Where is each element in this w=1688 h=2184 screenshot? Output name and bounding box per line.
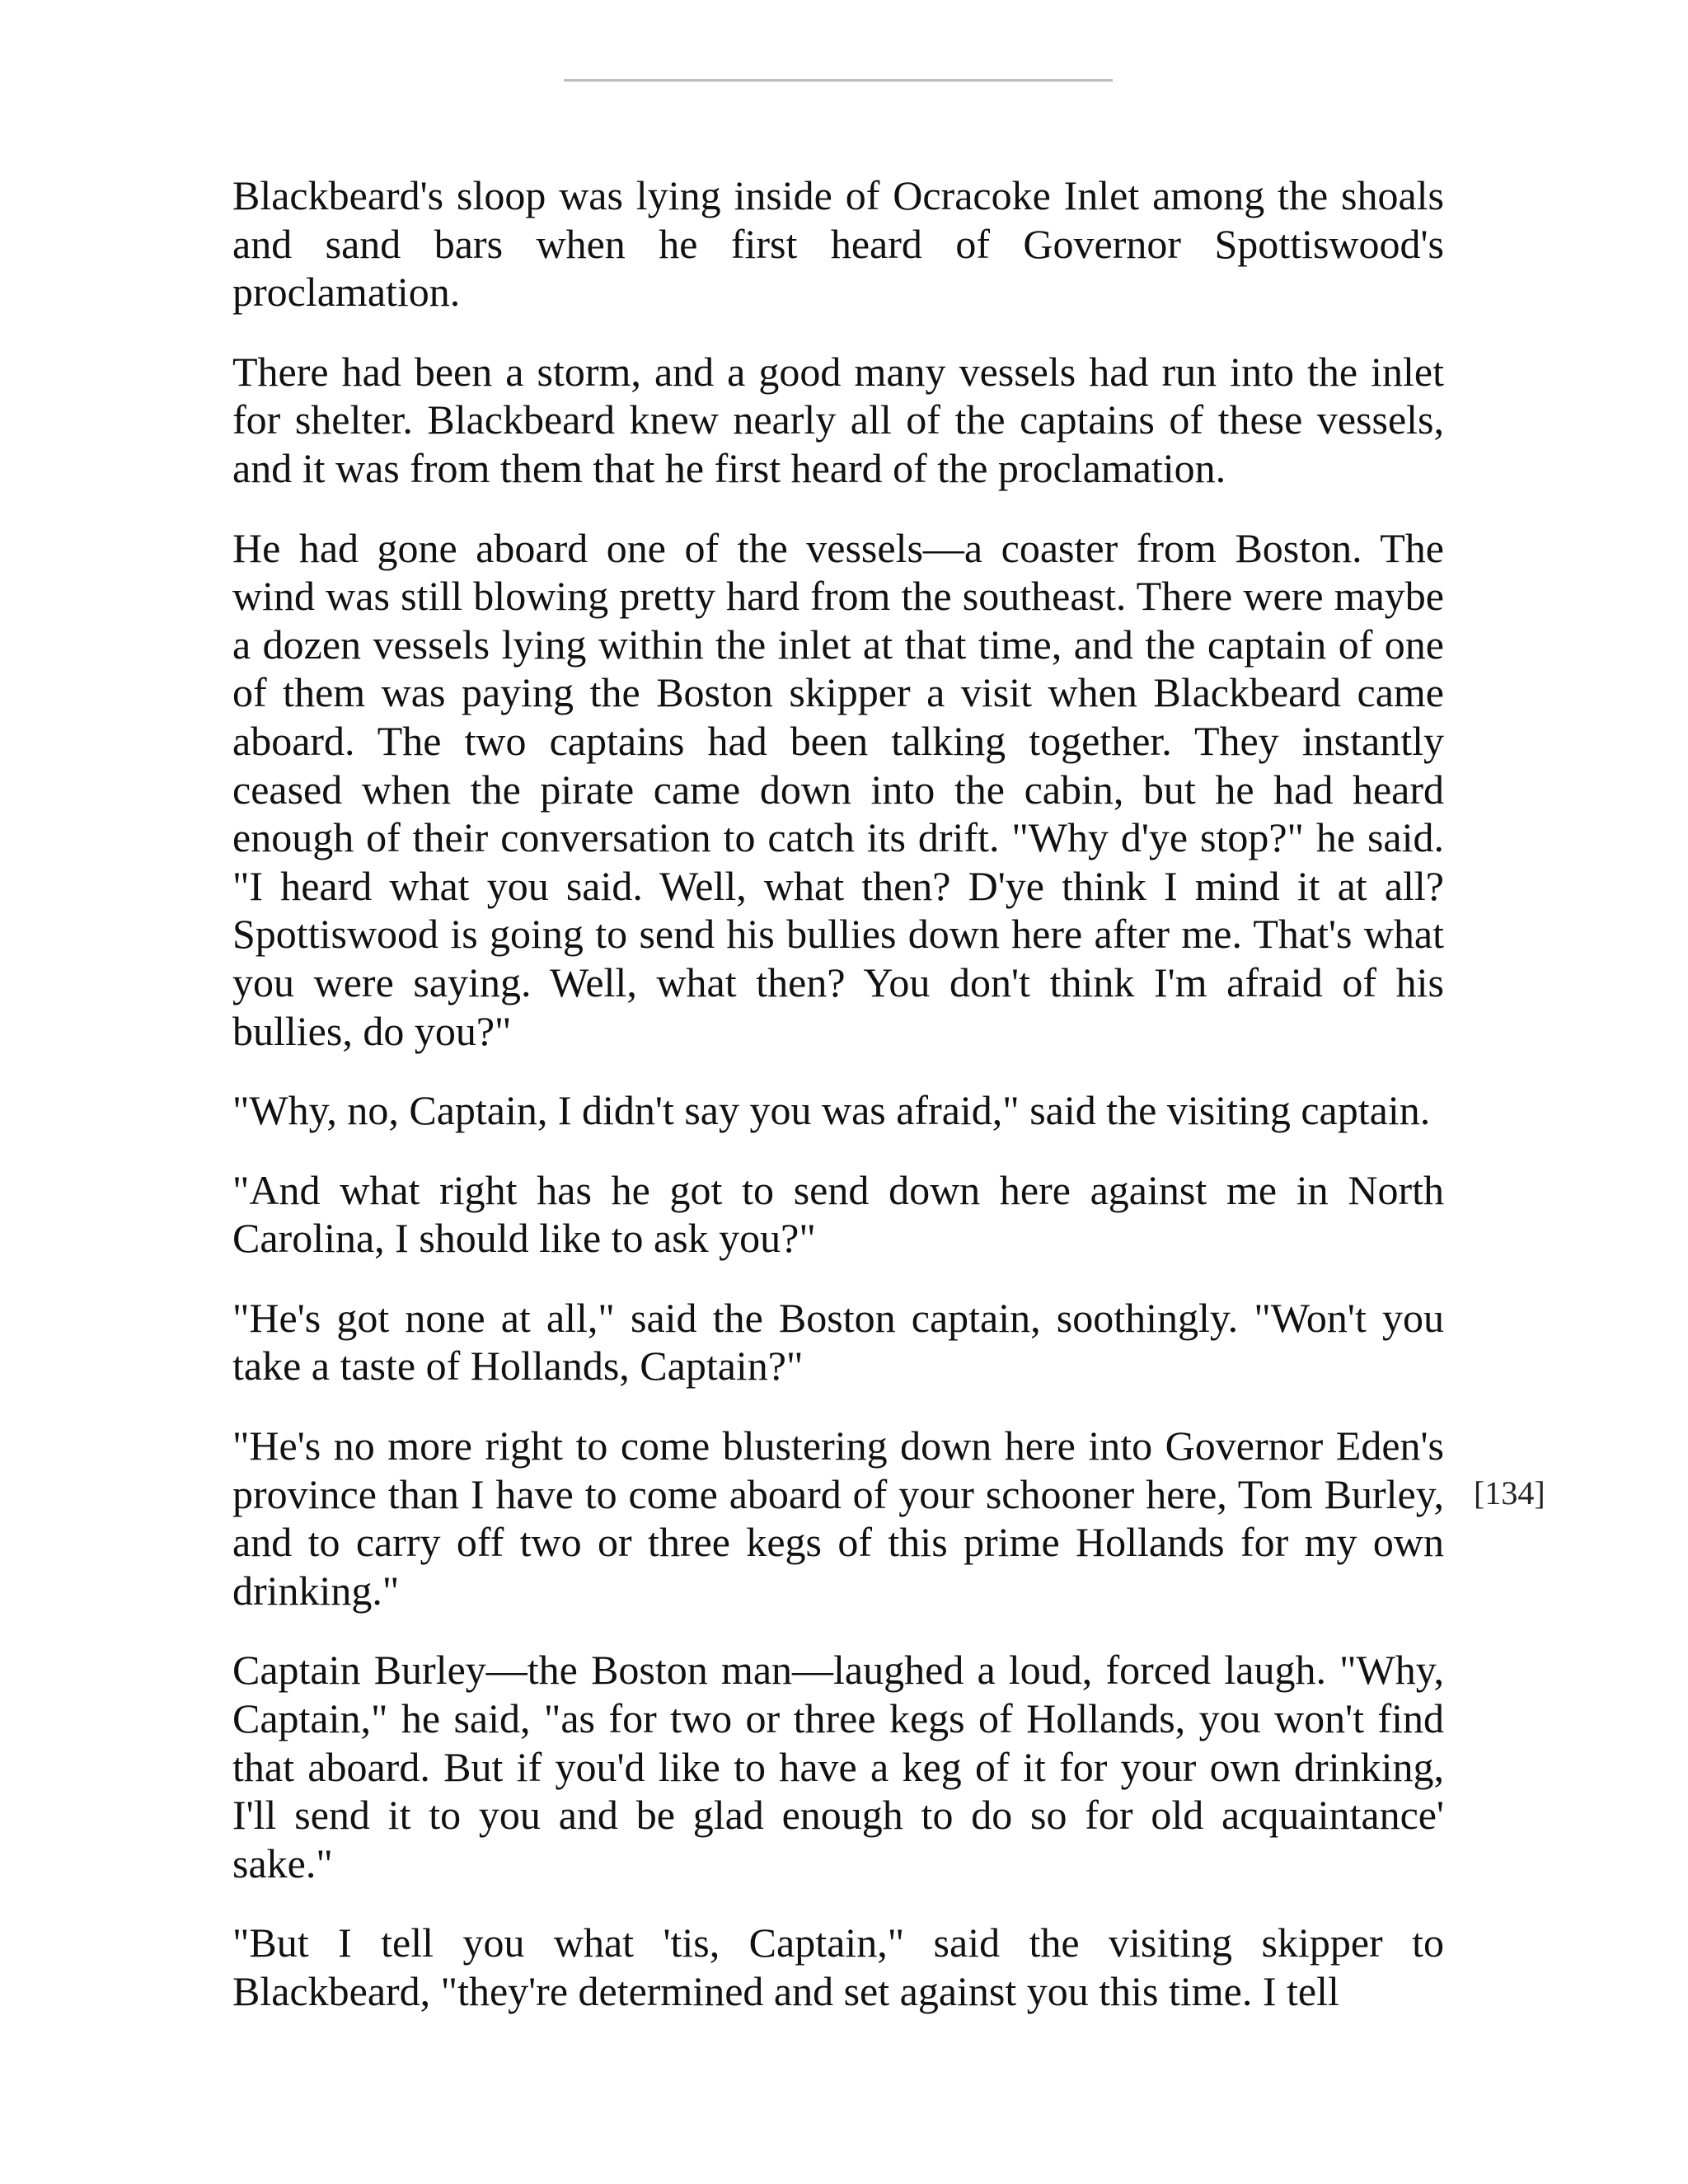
paragraph: "He's no more right to come blustering down here into Governor Eden's province than I have to come aboard of your schooner here, Tom Burley, and to carry off two or three kegs of this prime Hollands for my own drinking." — [232, 1422, 1444, 1614]
paragraph: "He's got none at all," said the Boston captain, soothingly. "Won't you take a taste of Hollands, Captain?" — [232, 1294, 1444, 1390]
paragraph: Captain Burley—the Boston man—laughed a loud, forced laugh. "Why, Captain," he said, "as for two or three kegs of Hollands, you won't find that aboard. But if you'd like to have a keg of it for your own drinking, I'll send it to you and be glad enough to do so for old acquaintance' sake." — [232, 1647, 1444, 1886]
paragraph: "But I tell you what 'tis, Captain," said the visiting skipper to Blackbeard, "they're determined and set against you this time. I tell — [232, 1919, 1444, 2014]
paragraph: There had been a storm, and a good many vessels had run into the inlet for shelter. Blackbeard knew nearly all of the captains of these vessels, and it was from them that he first heard of the proclamation. — [232, 348, 1444, 491]
paragraph: "Why, no, Captain, I didn't say you was afraid," said the visiting captain. — [232, 1087, 1431, 1134]
page-body — [232, 171, 1444, 2047]
paragraph: Blackbeard's sloop was lying inside of Ocracoke Inlet among the shoals and sand bars when he first heard of Governor Spottiswood's proclamation. — [232, 172, 1444, 316]
page-number: [134] — [1474, 1474, 1545, 1511]
paragraph: "And what right has he got to send down here against me in North Carolina, I should like to ask you?" — [232, 1166, 1444, 1262]
paragraph: He had gone aboard one of the vessels—a coaster from Boston. The wind was still blowing pretty hard from the southeast. There were maybe a dozen vessels lying within the inlet at that time, and the captain of one of them was paying the Boston skipper a visit when Blackbeard came aboard. The two captains had been talking together. They instantly ceased when the pirate came down into the cabin, but he had heard enough of their conversation to catch its drift. "Why d'ye stop?" he said. "I heard what you said. Well, what then? D'ye think I mind it at all? Spottiswood is going to send his bullies down here after me. That's what you were saying. Well, what then? You don't think I'm afraid of his bullies, do you?" — [232, 524, 1444, 1054]
top-divider — [564, 79, 1113, 82]
